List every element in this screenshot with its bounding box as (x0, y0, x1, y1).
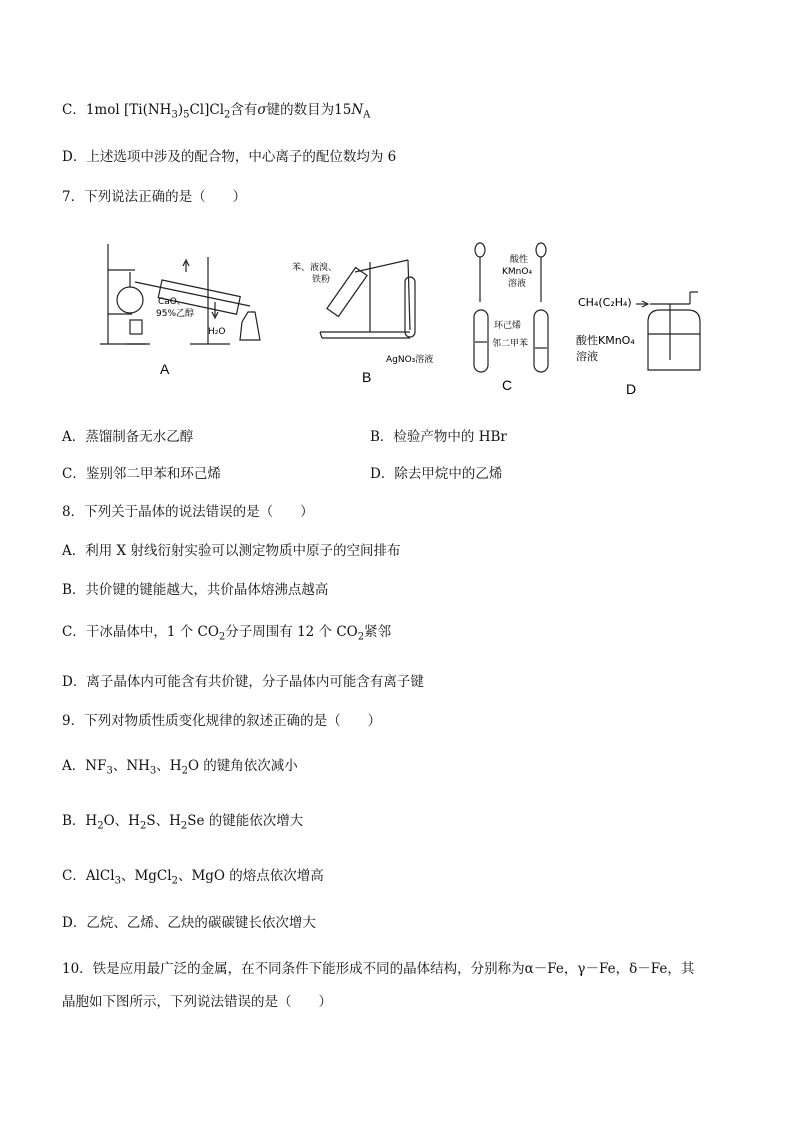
q6-option-c: C．1mol $[Ti(NH_3)_5Cl]Cl_2$含有σ键的数目为$15N_A$ (62, 102, 371, 121)
fig-c-text4: 环己烯 (494, 321, 522, 331)
q7-option-b: B．检验产物中的 HBr (370, 429, 507, 445)
q10-line1: 10．铁是应用最广泛的金属，在不同条件下能形成不同的晶体结构，分别称为α－Fe，γ－Fe，δ－Fe，其 (62, 961, 695, 977)
fig-d-text3: 溶液 (576, 350, 598, 363)
q8-option-a: A．利用 X 射线衍射实验可以测定物质中原子的空间排布 (62, 543, 401, 559)
fig-label-d: D (626, 381, 637, 397)
fig-b-text3: AgNO₃溶液 (386, 355, 434, 365)
fig-a-text3: H₂O (208, 327, 226, 337)
fig-label-b: B (362, 369, 372, 385)
q9-option-d: D．乙烷、乙烯、乙炔的碳碳键长依次增大 (62, 915, 316, 931)
q8-option-d: D．离子晶体内可能含有共价键，分子晶体内可能含有离子键 (62, 674, 424, 690)
q7-option-c: C．鉴别邻二甲苯和环己烯 (62, 466, 221, 482)
q7-option-a: A．蒸馏制备无水乙醇 (62, 429, 194, 445)
fig-label-a: A (160, 361, 170, 377)
fig-b-text2: 铁粉 (312, 275, 331, 285)
fig-c-text3: 溶液 (508, 279, 527, 289)
fig-a-text1: CaO、 (158, 297, 186, 307)
q8-option-b: B．共价键的键能越大，共价晶体熔沸点越高 (62, 582, 329, 598)
q9-option-a: A．$NF_3$、$NH_3$、$H_2O$ 的键角依次减小 (62, 758, 298, 777)
q9-stem: 9．下列对物质性质变化规律的叙述正确的是（ ） (62, 713, 382, 729)
fig-c-text2: KMnO₄ (502, 267, 533, 277)
q7-option-d: D．除去甲烷中的乙烯 (370, 466, 503, 482)
q7-stem: 7．下列说法正确的是（ ） (62, 189, 247, 205)
fig-d-text1: CH₄(C₂H₄) (578, 296, 632, 309)
q6-option-d: D．上述选项中涉及的配合物，中心离子的配位数均为 6 (62, 149, 397, 165)
fig-c-text5: 邻二甲苯 (492, 339, 529, 349)
q7-apparatus-figure (90, 222, 720, 402)
q9-option-c: C．AlCl$_3$、MgCl$_2$、MgO 的熔点依次增高 (62, 868, 324, 887)
fig-a-text2: 95%乙醇 (156, 309, 195, 319)
fig-label-c: C (502, 377, 513, 393)
q8-stem: 8．下列关于晶体的说法错误的是（ ） (62, 504, 314, 520)
q8-option-c: C．干冰晶体中，1 个 $CO_2$分子周围有 12 个 $CO_2$紧邻 (62, 624, 392, 643)
fig-b-text1: 苯、液溴、 (292, 263, 338, 273)
fig-d-text2: 酸性KMnO₄ (576, 334, 635, 347)
fig-c-text1: 酸性 (510, 255, 529, 265)
q9-option-b: B．$H_2O$、$H_2S$、$H_2Se$ 的键能依次增大 (62, 813, 304, 832)
q10-line2: 晶胞如下图所示，下列说法错误的是（ ） (62, 994, 332, 1010)
